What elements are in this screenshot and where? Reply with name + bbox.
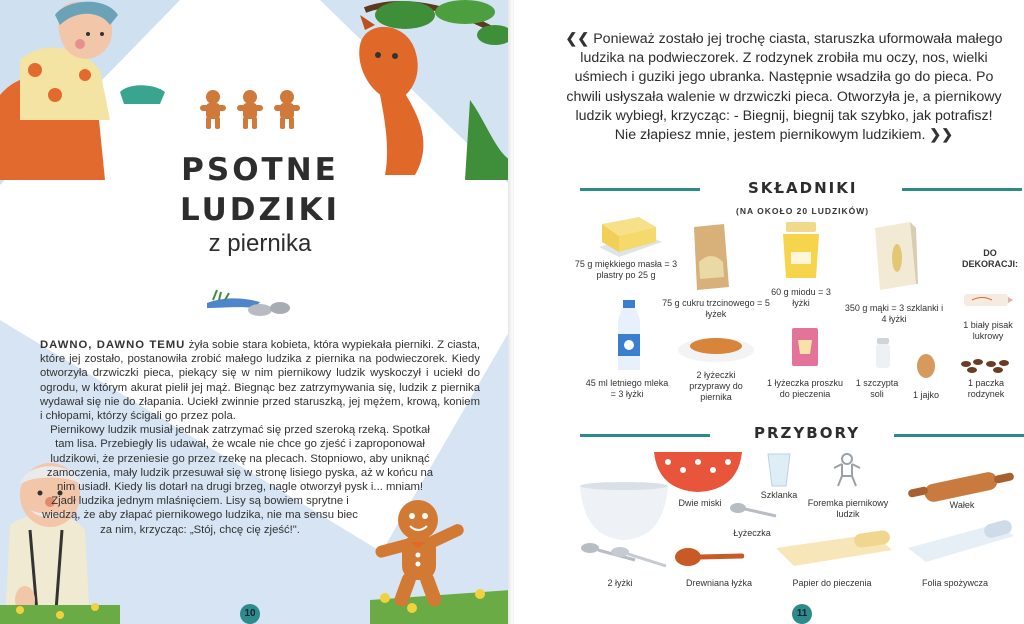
tool-bowls-label: Dwie miski bbox=[678, 498, 722, 508]
quote-open-icon: ❮❮ bbox=[565, 31, 590, 47]
story-text bbox=[40, 338, 480, 537]
cookie-cutter-icon bbox=[832, 452, 862, 488]
ingredient-spice-label: 2 łyżeczki przyprawy do piernika bbox=[689, 370, 743, 402]
ingredients-subheader: (NA OKOŁO 20 LUDZIKÓW) bbox=[736, 206, 870, 216]
quote-text: Ponieważ zostało jej trochę ciasta, staruszka uformowała małego ludzika na podwieczorek. Z rodzynek zrobiła mu oczy, nos, wielki uśmiech i guziki jego ubranka. Następnie wsadziła go do pieca. Po chwili usłyszała walenie w drzwiczki pieca. Otworzyła je, a piernikowy ludzik wybiegł, krzycząc: - Biegnij, biegnij tak szybko, jak potrafisz! Nie złapiesz mnie, jestem piernikowym ludzikiem. bbox=[566, 31, 1003, 144]
story-lead: DAWNO, DAWNO TEMU bbox=[40, 339, 186, 351]
rolling-pin-icon bbox=[906, 468, 1016, 504]
glass-icon bbox=[766, 452, 792, 488]
tool-film-label: Folia spożywcza bbox=[921, 578, 989, 588]
ingredient-salt-label: 1 szczypta soli bbox=[855, 378, 899, 399]
tool-wood-label: Drewniana łyżka bbox=[685, 578, 753, 588]
tool-spoons-label: 2 łyżki bbox=[607, 578, 633, 588]
story-subtitle: z piernika bbox=[208, 230, 312, 257]
decoration-raisins-label: 1 paczka rodzynek bbox=[967, 378, 1005, 399]
page-number-right: 11 bbox=[792, 604, 812, 624]
icing-pen-icon bbox=[962, 290, 1014, 310]
gingerbread-trio-icon bbox=[198, 88, 308, 132]
cling-film-icon bbox=[906, 520, 1016, 564]
ingredient-sugar-label: 75 g cukru trzcinowego = 5 łyżek bbox=[662, 298, 770, 319]
spoons-icon bbox=[580, 540, 670, 574]
sugar-bag-icon bbox=[689, 222, 734, 292]
stream-stones-illustration bbox=[205, 288, 295, 318]
baking-powder-icon bbox=[790, 326, 820, 368]
ingredient-baking-label: 1 łyżeczka proszku do pieczenia bbox=[766, 378, 844, 399]
old-woman-illustration bbox=[0, 0, 170, 180]
story-paragraph-1 bbox=[40, 338, 480, 423]
baking-paper-icon bbox=[774, 530, 894, 570]
egg-icon bbox=[916, 352, 936, 380]
decoration-header: DO DEKORACJI: bbox=[961, 248, 1018, 269]
story-paragraph-2: Piernikowy ludzik musiał jednak zatrzymać się przed szeroką rzeką. Spotkał tam lisa. Przebiegły lis udawał, że wcale nie chce go zjeść i zaproponował ludzikowi, że przeniesie go przez rzekę na plecach. Stopniowo, aby uniknąć zamoczenia, mały ludzik przesuwał się w stronę lisiego pyska, aż w końcu na nim usiadł. Kiedy lis dotarł na drugi brzeg, nagle otworzył pysk i... mniam! bbox=[46, 424, 434, 494]
ingredient-honey-label: 60 g miodu = 3 łyżki bbox=[771, 287, 831, 308]
tool-glass-label: Szklanka bbox=[760, 490, 798, 500]
tools-header: PRZYBORY bbox=[754, 424, 861, 442]
page-number-left: 10 bbox=[240, 604, 260, 624]
ingredient-flour-label: 350 g mąki = 3 szklanki i 4 łyżki bbox=[844, 303, 944, 324]
ingredients-rule-left bbox=[580, 188, 700, 191]
wooden-spoon-icon bbox=[674, 544, 744, 570]
butter-icon bbox=[594, 212, 664, 257]
raisins-icon bbox=[958, 356, 1014, 376]
ingredient-egg-label: 1 jajko bbox=[912, 390, 939, 400]
ingredients-header: SKŁADNIKI bbox=[748, 179, 858, 197]
spice-plate-icon bbox=[676, 330, 756, 364]
title-line-1: PSOTNE bbox=[181, 152, 339, 188]
ingredients-rule-right bbox=[902, 188, 1022, 191]
honey-jar-icon bbox=[780, 222, 822, 280]
story-title bbox=[150, 150, 370, 230]
tools-rule-left bbox=[580, 434, 710, 437]
story-paragraph-3: Zjadł ludzika jednym mlaśnięciem. Lisy są bowiem sprytne i wiedzą, że aby złapać piernikowego ludzika, nie ma sensu biec za nim, krzycząc: „Stój, chcę cię zjeść!". bbox=[42, 495, 358, 536]
tool-teaspoon-label: Łyżeczka bbox=[733, 528, 771, 538]
ingredient-butter-label: 75 g miękkiego masła = 3 plastry po 25 g bbox=[574, 259, 678, 280]
flour-box-icon bbox=[870, 220, 920, 292]
tool-pin-label: Wałek bbox=[949, 500, 975, 510]
tool-cutter-label: Foremka piernikowy ludzik bbox=[807, 498, 889, 519]
milk-bottle-icon bbox=[614, 300, 644, 372]
left-page bbox=[0, 0, 510, 624]
tool-paper-label: Papier do pieczenia bbox=[792, 578, 872, 588]
title-line-2: LUDZIKI bbox=[179, 192, 341, 228]
teaspoon-icon bbox=[728, 500, 778, 520]
tools-rule-right bbox=[894, 434, 1024, 437]
story-paragraph-1-text: żyła sobie stara kobieta, która wypiekała pierniki. Z ciasta, które jej zostało, postanowiła zrobić małego ludzika z piernika na podwieczorek. Kiedy otworzyła drzwiczki pieca, piekący się w nim piernikowy ludzik wyskoczył i uciekł do ogrodu, w którym akurat pielił jej mąż. Biegnąc bez zatrzymywania się, ludzik z piernika wydawał się nie do złapania. Uciekł zwinnie przed staruszką, jej mężem, krową, koniem i chłopami, którzy ścigali go przez pola. bbox=[40, 339, 480, 423]
quote-close-icon: ❯❯ bbox=[929, 127, 954, 144]
intro-quote bbox=[564, 30, 1004, 145]
salt-shaker-icon bbox=[874, 338, 892, 370]
right-page bbox=[514, 0, 1024, 624]
ingredient-milk-label: 45 ml letniego mleka = 3 łyżki bbox=[585, 378, 669, 399]
decoration-pen-label: 1 biały pisak lukrowy bbox=[963, 320, 1013, 341]
